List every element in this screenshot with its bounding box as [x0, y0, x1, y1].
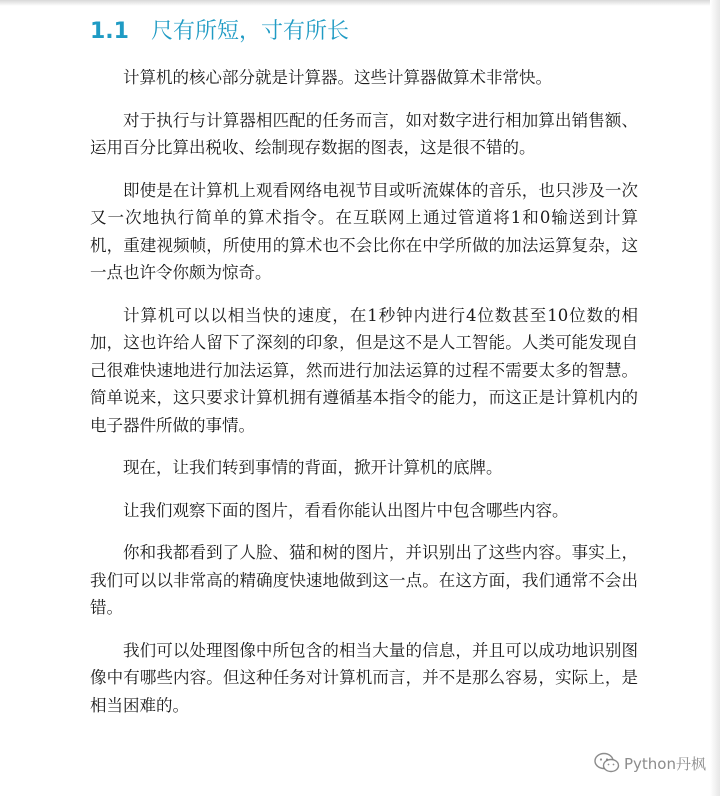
paragraph: 我们可以处理图像中所包含的相当大量的信息，并且可以成功地识别图像中有哪些内容。但这种任务对计算机而言，并不是那么容易，实际上，是相当困难的。: [90, 640, 638, 715]
paragraph: 计算机的核心部分就是计算器。这些计算器做算术非常快。: [123, 68, 552, 87]
paragraph: 你和我都看到了人脸、猫和树的图片，并识别出了这些内容。事实上，我们可以以非常高的精确度快速地做到这一点。在这方面，我们通常不会出错。: [90, 543, 638, 617]
page-top-shadow: [0, 0, 720, 6]
watermark-text: Python丹枫: [624, 754, 706, 773]
paragraph: 对于执行与计算器相匹配的任务而言，如对数字进行相加算出销售额、运用百分比算出税收、绘制现存数据的图表，这是很不错的。: [90, 110, 638, 157]
wechat-icon: [594, 752, 620, 774]
paragraph: 即使是在计算机上观看网络电视节目或听流媒体的音乐，也只涉及一次又一次地执行简单的算术指令。在互联网上通过管道将1和0输送到计算机，重建视频帧，所使用的算术也不会比你在中学所做的加法运算复杂，这一点也许令你颇为惊奇。: [90, 180, 638, 282]
paragraph: 让我们观察下面的图片，看看你能认出图片中包含哪些内容。: [123, 500, 569, 520]
page-right-edge: [710, 0, 720, 796]
paragraph: 计算机可以以相当快的速度，在1秒钟内进行4位数甚至10位数的相加，这也许给人留下了深刻的印象，但是这不是人工智能。人类可能发现自己很难快速地进行加法运算，然而进行加法运算的过程不需要太多的智慧。简单说来，这只要求计算机拥有遵循基本指令的能力，而这正是计算机内的电子器件所做的事情。: [90, 305, 638, 435]
section-title: 尺有所短，寸有所长: [150, 19, 349, 44]
body-text: [90, 64, 638, 734]
section-number: 1.1: [90, 19, 129, 44]
watermark: [594, 752, 706, 774]
paragraph: 现在，让我们转到事情的背面，掀开计算机的底牌。: [123, 458, 503, 477]
section-heading: [90, 16, 349, 48]
